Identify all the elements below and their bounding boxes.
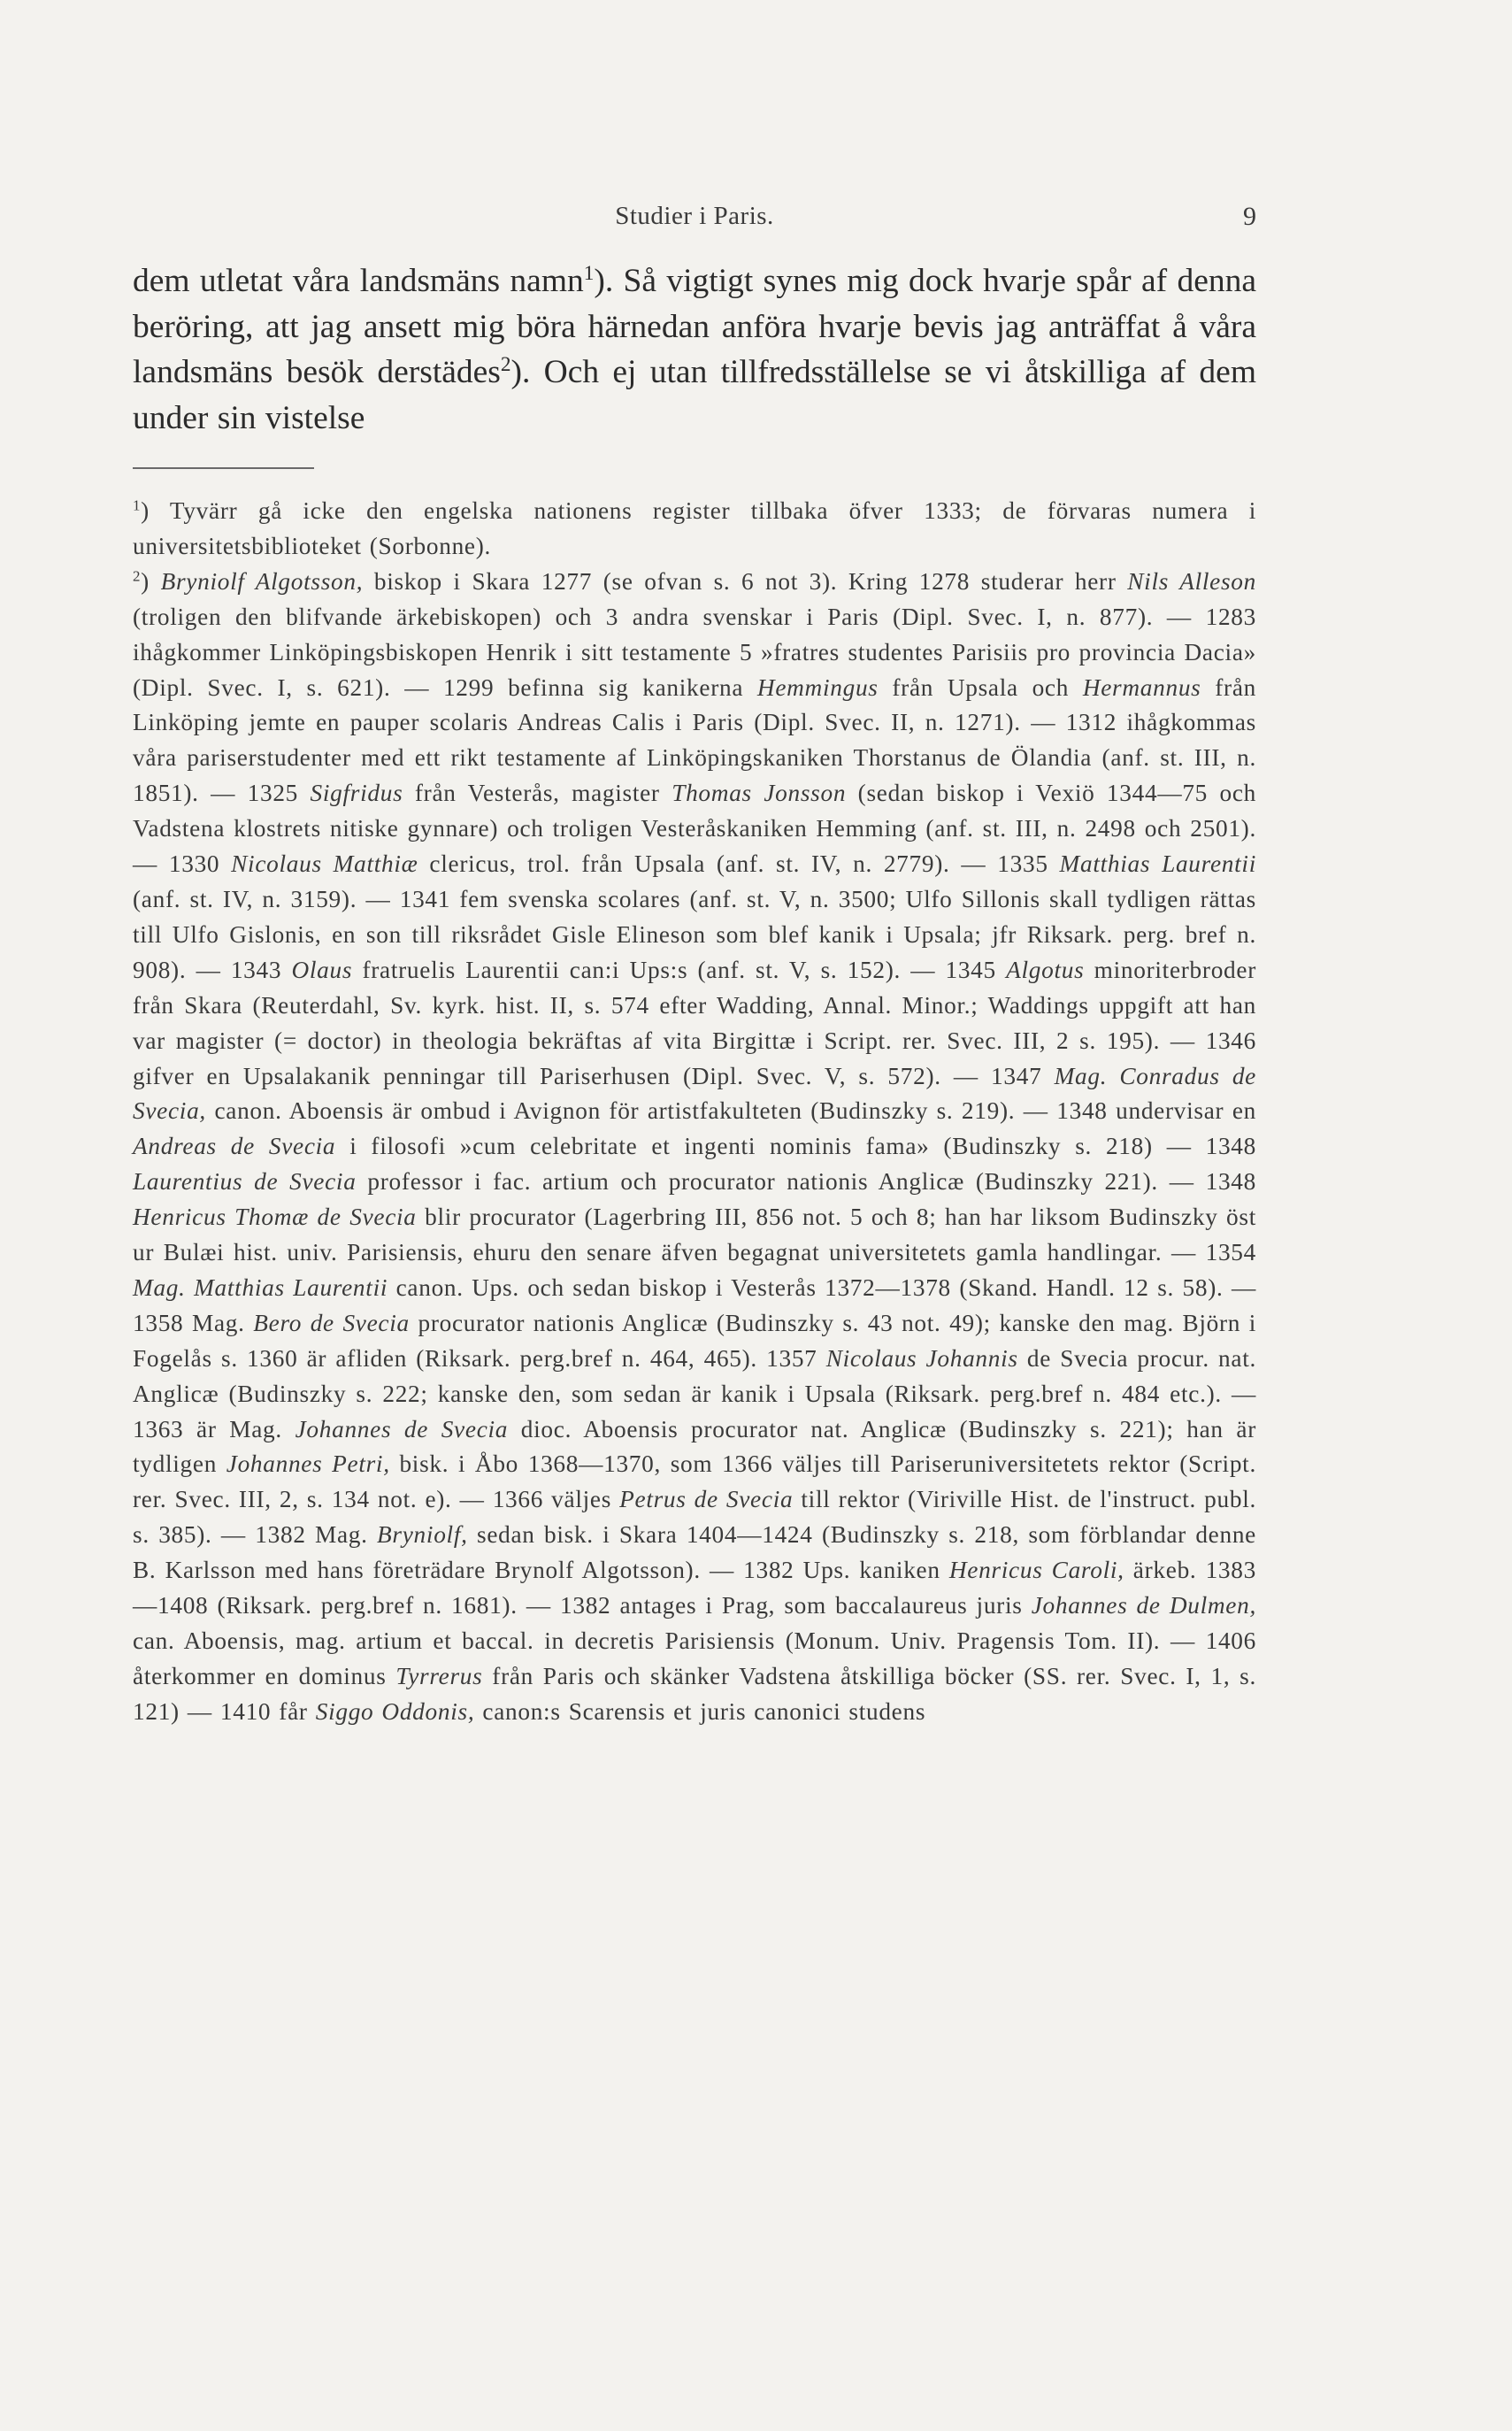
footnote-text: (sedan biskop i Vexiö 1344—75 och Vadstena klostrets nitiske gynnare) och troligen Vesteråskaniken Hemming (anf. st. III, n. 2498 och 2501). — 1330 [133,780,1256,878]
footnote-2-marker: 2 [133,567,142,585]
person-name: Nils Alleson [1127,567,1256,595]
footnote-text: ärkeb. 1383—1408 (Riksark. perg.bref n. 1681). — 1382 antages i Prag, som baccalaureus juris [133,1557,1256,1619]
footnote-text: ) [141,567,161,595]
person-name: Matthias Laurentii [1059,850,1256,878]
person-name: Algotus [1006,956,1085,983]
footnote-1 [133,494,1256,565]
footnote-text: canon. Ups. och sedan biskop i Vesterås 1372—1378 (Skand. Handl. 12 s. 58). — 1358 Mag. [133,1273,1256,1336]
footnote-1-text: ) Tyvärr gå icke den engelska nationens register tillbaka öfver 1333; de förvaras numera i universitetsbiblioteket (Sorbonne). [133,497,1256,559]
person-name: Henricus Thomæ de Svecia [133,1204,417,1231]
footnote-text: procurator nationis Anglicæ (Budinszky s. 43 not. 49); kanske den mag. Björn i Fogelås s. 1360 är afliden (Riksark. perg.bref n. 464, 465). 1357 [133,1309,1256,1372]
footnote-text: fratruelis Laurentii can:i Ups:s (anf. st. V, s. 152). — 1345 [352,956,1007,983]
running-title: Studier i Paris. [615,202,774,230]
person-name: Nicolaus Matthiæ [231,850,418,878]
footnote-ref-1[interactable]: 1 [583,262,595,286]
footnote-text: de Svecia procur. nat. Anglicæ (Budinszky s. 222; kanske den, som sedan är kanik i Upsala (Riksark. perg.bref n. 484 etc.). — 1363 är Mag. [133,1344,1257,1442]
person-name: Siggo Oddonis, [315,1697,475,1725]
footnote-text: blir procurator (Lagerbring III, 856 not. 5 och 8; han har liksom Budinszky öst ur Bulæi hist. univ. Parisiensis, ehuru den senare äfven begagnat universitetets gamla handlingar. — 1354 [133,1204,1256,1266]
footnote-text: från Linköping jemte en pauper scolaris Andreas Calis i Paris (Dipl. Svec. II, n. 1271). — 1312 ihågkommas våra pariserstudenter med ett rikt testamente af Linköpingskaniken Thorstanus de Ölandia (anf. st. III, n. 1851). — 1325 [133,673,1256,807]
footnote-text: bisk. i Åbo 1368—1370, som 1366 väljes till Pariseruniversitetets rektor (Script. rer. Svec. III, 2, s. 134 not. e). — 1366 väljes [133,1450,1256,1513]
person-name: Mag. Matthias Laurentii [133,1273,388,1301]
footnote-text: från Upsala och [878,673,1083,701]
footnote-text: i filosofi »cum celebritate et ingenti nominis fama» (Budinszky s. 218) — 1348 [335,1133,1256,1160]
footnote-text: canon:s Scarensis et juris canonici studens [474,1697,926,1725]
footnote-text: (troligen den blifvande ärkebiskopen) och 3 andra svenskar i Paris (Dipl. Svec. I, n. 877). — 1283 ihågkommer Linköpingsbiskopen Henrik i sitt testamente 5 »fratres studentes Parisiis pro provincia Dacia» (Dipl. Svec. I, s. 621). — 1299 befinna sig kanikerna [133,603,1256,701]
footnote-text: can. Aboensis, mag. artium et baccal. in decretis Parisiensis (Monum. Univ. Pragensis Tom. II). — 1406 återkommer en dominus [133,1627,1256,1689]
footnote-text: biskop i Skara 1277 (se ofvan s. 6 not 3). Kring 1278 studerar herr [363,567,1128,595]
person-name: Mag. Conradus de Svecia, [133,1062,1256,1125]
footnote-text: (anf. st. IV, n. 3159). — 1341 fem svenska scolares (anf. st. V, n. 3500; Ulfo Sillonis skall tydligen rättas till Ulfo Gislonis, en son till riksrådet Gisle Elineson som blef kanik i Upsala; jfr Riksark. perg. bref n. 908). — 1343 [133,885,1256,983]
footnote-1-marker: 1 [133,496,142,514]
person-name: Johannes de Dulmen, [1031,1592,1256,1619]
footnote-text: clericus, trol. från Upsala (anf. st. IV, n. 2779). — 1335 [418,850,1060,878]
page-number: 9 [1243,202,1256,231]
person-name: Petrus de Svecia [619,1486,794,1513]
body-text-middle: ). Så vigtigt synes mig dock hvarje spår af denna beröring, att jag ansett mig böra härnedan anföra hvarje bevis jag anträffat å våra landsmäns besök derstädes [133,263,1256,390]
person-name: Hermannus [1082,673,1201,701]
person-name: Johannes de Svecia [295,1415,509,1442]
person-name: Bero de Svecia [253,1309,410,1336]
person-name: Hemmingus [756,673,879,701]
person-name: Olaus [291,956,353,983]
person-name: Sigfridus [310,780,403,807]
footnote-text: sedan bisk. i Skara 1404—1424 (Budinszky s. 218, som förblandar denne B. Karlsson med hans företrädare Brynolf Algotsson). — 1382 Ups. kaniken [133,1521,1256,1584]
footnote-text: dioc. Aboensis procurator nat. Anglicæ (Budinszky s. 221); han är tydligen [133,1415,1256,1478]
person-name: Henricus Caroli, [948,1557,1124,1584]
footnote-text: professor i fac. artium och procurator nationis Anglicæ (Budinszky 221). — 1348 [356,1168,1256,1196]
footnote-ref-2[interactable]: 2 [500,353,511,377]
person-name: Andreas de Svecia [133,1133,336,1160]
person-name: Laurentius de Svecia [133,1168,357,1196]
person-name: Tyrrerus [395,1662,483,1689]
person-name: Bryniolf Algotsson, [160,567,364,595]
body-text-start: dem utletat våra landsmäns namn [133,263,584,299]
person-name: Thomas Jonsson [672,780,847,807]
footnote-text: till rektor (Viriville Hist. de l'instruct. publ. s. 385). — 1382 Mag. [133,1486,1257,1549]
footnote-separator [133,467,314,469]
footnote-text: canon. Aboensis är ombud i Avignon för artistfakulteten (Budinszky s. 219). — 1348 undervisar en [205,1097,1256,1125]
person-name: Bryniolf, [377,1521,468,1549]
footnote-text: från Paris och skänker Vadstena åtskilliga böcker (SS. rer. Svec. I, 1, s. 121) — 1410 får [133,1662,1257,1725]
running-head [133,202,1256,237]
footnote-2 [133,565,1256,1730]
footnotes [133,494,1256,1730]
main-paragraph [133,258,1256,441]
footnote-text: minoriterbroder från Skara (Reuterdahl, Sv. kyrk. hist. II, s. 574 efter Wadding, Annal. Minor.; Waddings uppgift att han var magister (= doctor) in theologia bekräftas af vita Birgittæ i Script. rer. Svec. III, 2 s. 195). — 1346 gifver en Upsalakanik penningar till Pariserhusen (Dipl. Svec. V, s. 572). — 1347 [133,956,1256,1089]
body-text-end: ). Och ej utan tillfredsställelse se vi åtskilliga af dem under sin vistelse [133,354,1256,436]
person-name: Nicolaus Johannis [825,1344,1018,1372]
footnote-text: från Vesterås, magister [403,780,672,807]
person-name: Johannes Petri, [226,1450,390,1478]
